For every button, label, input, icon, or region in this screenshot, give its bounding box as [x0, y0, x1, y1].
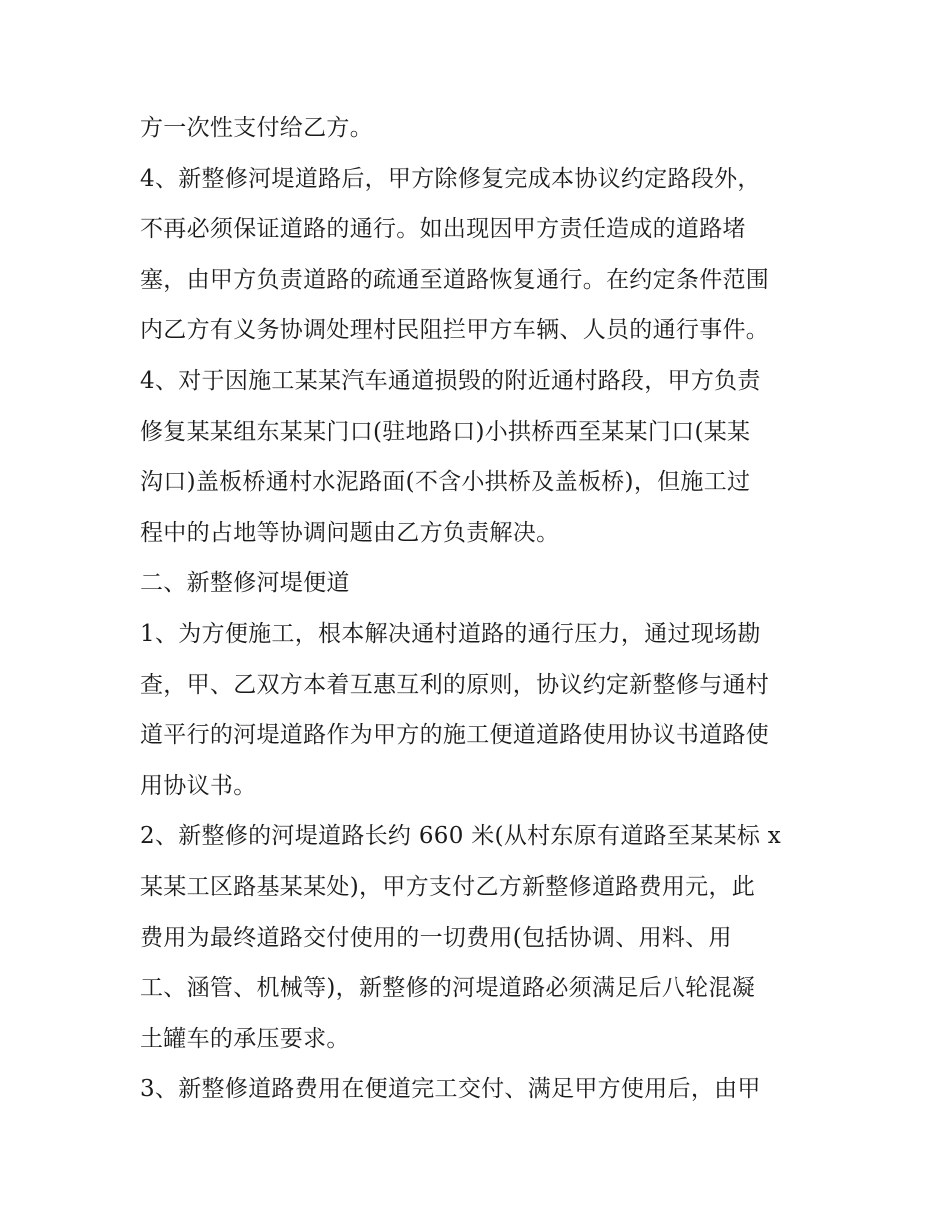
- text-line: 1、为方便施工，根本解决通村道路的通行压力，通过现场勘: [140, 620, 761, 647]
- text-line: 费用为最终道路交付使用的一切费用(包括协调、用料、用: [140, 924, 732, 951]
- text-line: 塞，由甲方负责道路的疏通至道路恢复通行。在约定条件范围: [140, 266, 770, 293]
- section-heading: 二、新整修河堤便道: [140, 570, 350, 597]
- text-line: 查，甲、乙双方本着互惠互利的原则，协议约定新整修与通村: [140, 671, 770, 698]
- text-line: 某某工区路基某某处)，甲方支付乙方新整修道路费用元，此: [140, 873, 756, 900]
- text-line: 道平行的河堤道路作为甲方的施工便道道路使用协议书道路使: [140, 722, 770, 749]
- text-line: 2、新整修的河堤道路长约 660 米(从村东原有道路至某某标 x: [140, 823, 782, 850]
- text-line: 内乙方有义务协调处理村民阻拦甲方车辆、人员的通行事件。: [140, 317, 770, 344]
- text-line: 用协议书。: [140, 772, 257, 799]
- text-line: 方一次性支付给乙方。: [140, 115, 373, 141]
- document-body: [140, 103, 820, 1115]
- text-line: 4、新整修河堤道路后，甲方除修复完成本协议约定路段外，: [140, 165, 761, 192]
- text-line: 沟口)盖板桥通村水泥路面(不含小拱桥及盖板桥)，但施工过: [140, 469, 751, 496]
- text-line: 3、新整修道路费用在便道完工交付、满足甲方使用后，由甲: [140, 1076, 761, 1103]
- text-line: 不再必须保证道路的通行。如出现因甲方责任造成的道路堵: [140, 216, 746, 243]
- text-line: 土罐车的承压要求。: [140, 1025, 350, 1052]
- text-line: 修复某某组东某某门口(驻地路口)小拱桥西至某某门口(某某: [140, 418, 751, 445]
- text-line: 程中的占地等协调问题由乙方负责解决。: [140, 519, 560, 546]
- text-line: 4、对于因施工某某汽车通道损毁的附近通村路段，甲方负责: [140, 367, 761, 394]
- text-line: 工、涵管、机械等)，新整修的河堤道路必须满足后八轮混凝: [140, 975, 756, 1002]
